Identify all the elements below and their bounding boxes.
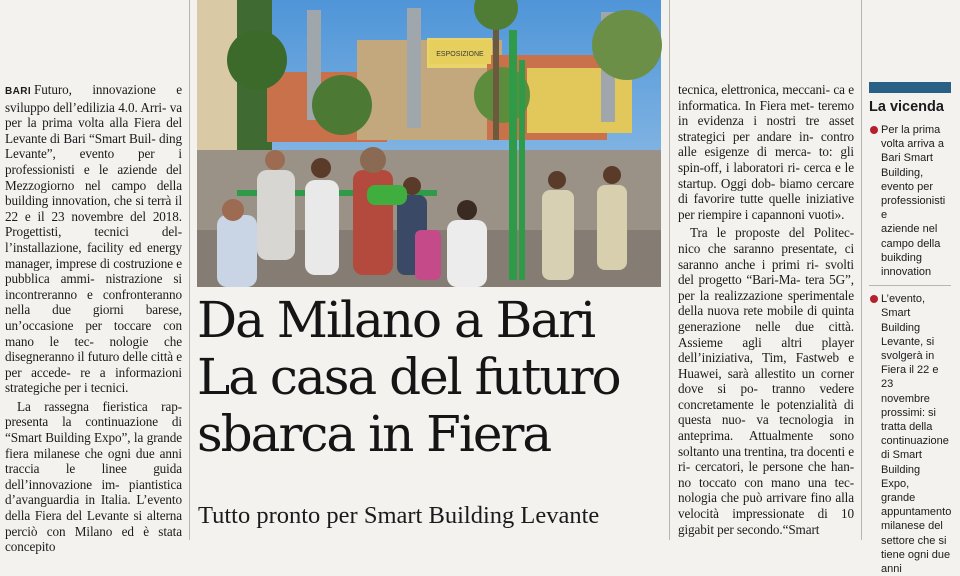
text-line: Levante si alterna perciò con xyxy=(5,508,182,539)
sidebar-item-line: volta arriva a xyxy=(881,138,944,151)
sidebar-item-line: tratta della xyxy=(881,421,933,434)
text-line: sviluppo dell’edilizia 4.0. Arri- xyxy=(5,99,167,115)
text-line: nelle due città. Assieme agli xyxy=(678,318,854,350)
bullet-icon xyxy=(870,295,878,303)
text-line: piantistica d’avanguardia in xyxy=(5,476,182,508)
text-line: teremo in evidenza i nostri tre xyxy=(678,97,854,129)
text-line: Futuro, innovazione e xyxy=(34,82,182,97)
text-line: asset strategici per andare in- xyxy=(678,113,855,144)
sidebar-item-line: Bari Smart xyxy=(881,152,933,165)
sidebar-item-line: svolgerà in xyxy=(881,350,935,363)
left-paragraph-1 xyxy=(5,82,182,396)
text-line: guida dell’innovazione im- xyxy=(5,461,182,492)
text-line: 2018. Progettisti, tecnici del- xyxy=(5,208,182,240)
sidebar-item-line: tiene ogni due xyxy=(881,548,951,561)
text-line: building innovation, che si xyxy=(5,193,145,209)
text-line: 10 gigabit per secondo.“Smart xyxy=(678,506,854,537)
text-line: va tecnologia in anteprima. xyxy=(678,412,855,444)
text-line: le potenzialità di questa nuo- xyxy=(678,396,854,428)
text-line: cerca e le startup. Oggi dob- xyxy=(678,159,854,191)
sidebar-item-line: Per la prima xyxy=(881,124,941,136)
sidebar-item-line: anni xyxy=(881,563,902,576)
text-line: grande fiera milanese che xyxy=(5,430,182,461)
text-line: Milano ed è stata concepito xyxy=(5,523,182,555)
text-line: cercatori, le persone che han- xyxy=(695,459,854,475)
text-line: ci saranno anche i primi ri- xyxy=(678,240,855,272)
text-line: l’installazione, facility ed xyxy=(5,239,142,255)
text-line: una trentina, tra docenti e ri- xyxy=(678,443,854,475)
text-line: terrà il 22 e il 23 novembre del xyxy=(5,193,183,224)
text-line: ding Levante”, evento per i xyxy=(5,130,182,162)
sidebar-item-line: grande xyxy=(881,492,916,505)
left-paragraph-2 xyxy=(5,399,182,555)
sidebar-item xyxy=(869,123,951,279)
banner-text: ESPOSIZIONE xyxy=(436,51,484,58)
headline-line-3: sbarca in Fiera xyxy=(197,405,551,463)
column-rule-left xyxy=(189,0,190,540)
text-line: nistrazione si incontreranno xyxy=(5,271,182,302)
text-line: del Levante di Bari “Smart Buil- xyxy=(5,115,183,146)
left-article-column xyxy=(5,82,183,555)
text-line: “Smart Building Expo”, la xyxy=(5,430,144,446)
sidebar-item-line: buikding xyxy=(881,251,922,264)
right-paragraph-2 xyxy=(678,225,854,537)
sidebar-item-line: settore che si xyxy=(881,534,947,547)
sidebar-item-line: milanese del xyxy=(881,520,943,533)
text-line: Attualmente sono soltanto xyxy=(678,428,855,459)
text-line: giorni barese, un’occasione xyxy=(5,302,182,333)
sidebar-item-line: Building Expo, xyxy=(881,463,921,490)
banner-sign xyxy=(429,40,491,64)
column-rule-right xyxy=(669,0,670,540)
subheadline: Tutto pronto per Smart Building Levante xyxy=(198,502,600,529)
text-line: quelle iniziative per riempire i xyxy=(678,191,854,222)
text-line: svolti del progetto “Bari-Ma- xyxy=(678,256,854,288)
sidebar-title: La vicenda xyxy=(869,99,944,115)
text-line: per toccare con mano le tec- xyxy=(5,317,182,349)
text-line: La rassegna fieristica rap- xyxy=(17,398,182,414)
text-line: alla velocità impressionate di xyxy=(678,490,854,522)
text-line: costruzione e pubblica ammi- xyxy=(5,255,183,287)
sidebar-item-line: Smart Building xyxy=(881,307,921,334)
text-line: mobile di quinta generazione xyxy=(678,303,854,334)
sidebar-item-line: Fiera il 22 e 23 xyxy=(881,364,939,391)
text-line: Mezzogiorno nel campo della xyxy=(5,177,182,193)
sidebar-item-line: novembre xyxy=(881,392,930,405)
text-line: tranno vedere concretamente xyxy=(678,381,854,412)
sidebar-item-line: prossimi: si xyxy=(881,406,937,419)
text-line: Italia. L’evento della Fiera del xyxy=(5,492,182,524)
text-line: contro alle esigenze di merca- xyxy=(678,128,854,160)
text-line: per i tecnici. xyxy=(64,380,129,396)
street-photo xyxy=(197,0,661,287)
sidebar-item-line: professionisti e xyxy=(881,195,946,222)
headline xyxy=(197,292,667,463)
dateline: BARI xyxy=(5,86,32,97)
text-line: nologie che disegneranno il xyxy=(5,333,182,365)
text-line: sperimentale della nuova rete xyxy=(678,287,854,319)
text-line: nologia che può arrivare fino xyxy=(678,490,832,506)
text-line: presenta la continuazione di xyxy=(5,414,182,430)
column-rule-sidebar xyxy=(861,0,862,540)
text-line: re a informazioni strategiche xyxy=(5,364,182,396)
right-paragraph-1 xyxy=(678,82,854,222)
text-line: to: gli spin-off, i laboratori ri- xyxy=(678,144,854,175)
text-line: nico che saranno presentate, xyxy=(678,240,838,256)
text-line: allestito un corner dove si po- xyxy=(678,365,855,397)
sidebar-box xyxy=(869,82,951,576)
text-line: capannoni vuoti». xyxy=(751,206,845,222)
text-line: professionisti e le aziende del xyxy=(5,161,182,177)
bullet-icon xyxy=(870,126,878,134)
sidebar-item-line: innovation xyxy=(881,266,932,279)
text-line: biamo cercare di favorire tutte xyxy=(678,175,854,207)
sidebar-item xyxy=(869,292,951,576)
sidebar-divider xyxy=(869,285,951,286)
text-line: altri player dell’iniziativa, xyxy=(678,334,854,366)
text-line: ca e informatica. In Fiera met- xyxy=(678,82,854,113)
sidebar-item-line: campo della xyxy=(881,237,941,250)
text-line: Tra le proposte del Politec- xyxy=(690,225,854,241)
text-line: futuro delle città e per accede- xyxy=(5,349,182,380)
text-line: no toccato con mano una tec- xyxy=(678,474,854,490)
right-article-column xyxy=(678,82,854,540)
sidebar-item-line: Building, xyxy=(881,166,924,179)
sidebar-item-line: aziende nel xyxy=(881,223,938,236)
sidebar-item-line: continuazione xyxy=(881,435,949,448)
text-line: e confronteranno nella due xyxy=(5,286,182,318)
headline-line-2: La casa del futuro xyxy=(197,348,620,406)
headline-line-1: Da Milano a Bari xyxy=(197,291,595,349)
sidebar-item-line: appuntamento xyxy=(881,506,952,519)
sidebar-item-line: Levante, si xyxy=(881,335,935,348)
sidebar-item-line: L’evento, xyxy=(881,293,926,306)
text-line: va per la prima volta alla Fiera xyxy=(5,99,182,131)
text-line: Tim, Fastweb e Huawei, sarà xyxy=(678,350,854,381)
text-line: ogni due anni traccia le linee xyxy=(5,445,182,477)
sidebar-item-line: evento per xyxy=(881,180,933,193)
text-line: energy manager, imprese di xyxy=(5,239,182,271)
sidebar-item-line: di Smart xyxy=(881,449,922,462)
text-line: tecnica, elettronica, meccani- xyxy=(678,82,830,97)
text-line: tera 5G”, per la realizzazione xyxy=(678,272,855,303)
sidebar-accent-bar xyxy=(869,82,951,93)
